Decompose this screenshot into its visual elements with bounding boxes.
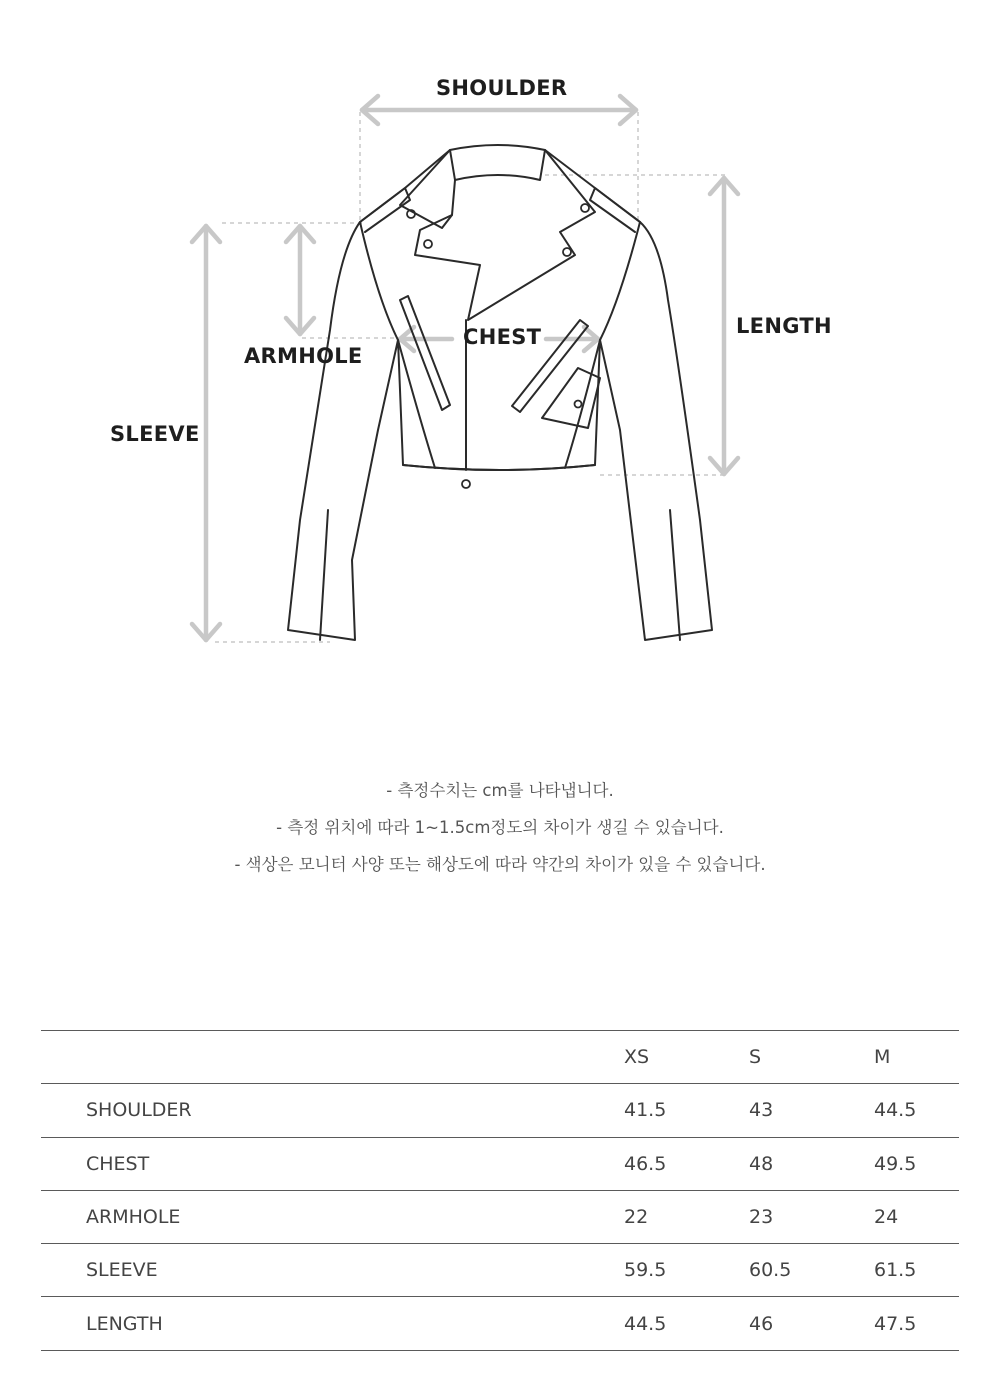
cuff-zip-right — [670, 510, 680, 640]
sleeve-label: SLEEVE — [110, 422, 200, 446]
table-row — [41, 1297, 959, 1350]
cell-s: 60.5 — [749, 1259, 792, 1282]
note-tolerance: - 측정 위치에 따라 1~1.5cm정도의 차이가 생길 수 있습니다. — [276, 818, 724, 837]
header-blank — [41, 1031, 624, 1084]
side-seam-left — [398, 340, 435, 468]
table-row — [41, 1084, 959, 1137]
cell-xs: 44.5 — [624, 1312, 667, 1335]
epaulette-right — [590, 188, 640, 232]
row-label: CHEST — [86, 1152, 150, 1175]
header-m: M — [874, 1046, 891, 1069]
cell-m: 44.5 — [874, 1099, 917, 1122]
collar-back — [450, 145, 545, 180]
row-label: LENGTH — [86, 1312, 163, 1335]
length-label: LENGTH — [736, 314, 832, 338]
note-color: - 색상은 모니터 사양 또는 해상도에 따라 약간의 차이가 있을 수 있습니다. — [234, 855, 766, 874]
snap-collar-right — [581, 204, 589, 212]
row-label: SHOULDER — [86, 1099, 192, 1122]
pocket-zip-left — [400, 296, 450, 410]
row-label: ARMHOLE — [86, 1206, 181, 1229]
cell-s: 43 — [749, 1099, 774, 1122]
snap-pocket — [575, 401, 582, 408]
cell-s: 23 — [749, 1206, 774, 1229]
cell-m: 24 — [874, 1206, 899, 1229]
snap-lapel-right — [563, 248, 571, 256]
jacket-outline — [288, 145, 712, 640]
header-xs: XS — [624, 1046, 650, 1069]
header-s: S — [749, 1046, 762, 1069]
armhole-label: ARMHOLE — [244, 344, 363, 368]
guide-lines — [215, 112, 728, 642]
note-unit: - 측정수치는 cm를 나타냅니다. — [386, 781, 614, 800]
length-arrow — [710, 178, 738, 474]
cell-xs: 41.5 — [624, 1099, 667, 1122]
measurement-notes — [0, 772, 1000, 883]
table-row — [41, 1190, 959, 1243]
epaulette-left — [360, 188, 410, 232]
table-header-row — [41, 1031, 959, 1084]
armhole-seam-right — [600, 222, 640, 340]
shoulder-arrow — [362, 96, 636, 124]
row-label: SLEEVE — [86, 1259, 158, 1282]
cell-m: 61.5 — [874, 1259, 917, 1282]
cell-m: 47.5 — [874, 1312, 917, 1335]
zip-pull — [462, 480, 470, 488]
cell-xs: 46.5 — [624, 1152, 667, 1175]
chest-label: CHEST — [463, 325, 542, 349]
cuff-zip-left — [320, 510, 328, 640]
size-table — [41, 1030, 959, 1351]
shoulder-label: SHOULDER — [436, 76, 568, 100]
cell-xs: 59.5 — [624, 1259, 667, 1282]
table-row — [41, 1137, 959, 1190]
cell-s: 46 — [749, 1312, 774, 1335]
armhole-arrow — [286, 226, 314, 334]
cell-s: 48 — [749, 1152, 774, 1175]
snap-lapel-left — [424, 240, 432, 248]
armhole-seam-left — [360, 222, 398, 340]
cell-xs: 22 — [624, 1206, 649, 1229]
table-row — [41, 1244, 959, 1297]
cell-m: 49.5 — [874, 1152, 917, 1175]
